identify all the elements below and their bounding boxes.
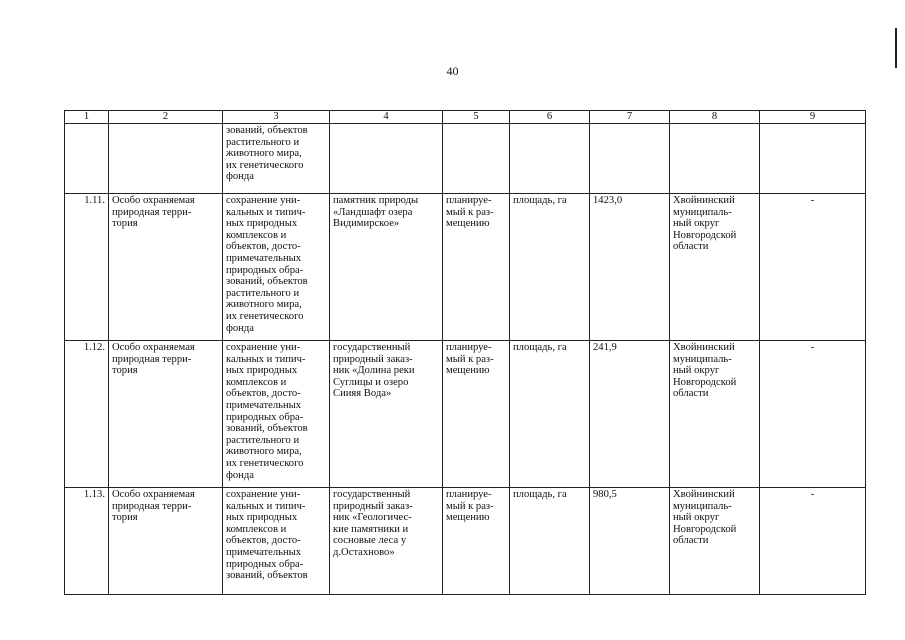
- text-line: 980,5: [593, 489, 617, 500]
- text-line: комплексов и: [226, 376, 287, 388]
- text-line: мещению: [446, 218, 490, 230]
- text-line: растительного и: [226, 287, 300, 299]
- text-line: сохранение уни-: [226, 489, 301, 500]
- text-line: ных природных: [226, 365, 298, 377]
- text-line: 1423,0: [593, 195, 623, 206]
- text-line: Новгородской: [673, 376, 737, 388]
- header-cell: 1: [65, 111, 109, 124]
- text-line: планируе-: [446, 342, 492, 353]
- text-line: кальных и типич-: [226, 353, 306, 365]
- text-line: тория: [112, 218, 138, 230]
- text-line: мещению: [446, 512, 490, 524]
- cell-zone: -: [760, 341, 866, 488]
- text-line: их генетического: [226, 310, 304, 322]
- text-line: сохранение уни-: [226, 342, 301, 353]
- text-line: животного мира,: [226, 446, 302, 458]
- cell-value: [590, 341, 670, 488]
- text-line: природных обра-: [226, 411, 304, 423]
- cell-type: [109, 488, 223, 595]
- text-line: примечательных: [226, 252, 302, 264]
- cell-number: 1.12.: [65, 341, 109, 488]
- header-row: [65, 111, 866, 124]
- header-cell: 5: [443, 111, 510, 124]
- text-line: д.Остахново»: [333, 546, 395, 558]
- text-line: Хвойнинский: [673, 489, 735, 500]
- text-line: растительного и: [226, 136, 300, 148]
- cell-location: [670, 488, 760, 595]
- header-cell: 9: [760, 111, 866, 124]
- text-line: объектов, досто-: [226, 241, 301, 253]
- text-line: Новгородской: [673, 523, 737, 535]
- text-line: их генетического: [226, 159, 304, 171]
- text-line: кие памятники и: [333, 523, 409, 535]
- text-line: природная терри-: [112, 206, 192, 218]
- text-line: природная терри-: [112, 353, 192, 365]
- text-line: кальных и типич-: [226, 500, 306, 512]
- text-line: ный округ: [673, 512, 720, 524]
- cell-empty: [510, 124, 590, 194]
- text-line: объектов, досто-: [226, 388, 301, 400]
- text-line: мый к раз-: [446, 500, 494, 512]
- text-line: зований, объектов: [226, 570, 308, 582]
- text-line: фонда: [226, 171, 254, 183]
- cell-zone: -: [760, 488, 866, 595]
- text-line: Особо охраняемая: [112, 489, 195, 500]
- text-line: государственный: [333, 489, 411, 500]
- header-cell: 6: [510, 111, 590, 124]
- text-line: площадь, га: [513, 489, 567, 500]
- text-line: сохранение уни-: [226, 195, 301, 206]
- text-line: ный округ: [673, 365, 720, 377]
- text-line: комплексов и: [226, 229, 287, 241]
- cell-parameter: [510, 341, 590, 488]
- text-line: муниципаль-: [673, 206, 732, 218]
- text-line: государственный: [333, 342, 411, 353]
- text-line: Новгородской: [673, 229, 737, 241]
- cell-value: [590, 488, 670, 595]
- text-line: тория: [112, 365, 138, 377]
- text-line: природных обра-: [226, 264, 304, 276]
- text-line: области: [673, 388, 709, 400]
- cell-parameter: [510, 488, 590, 595]
- table-row: [65, 488, 866, 595]
- cell-empty: [590, 124, 670, 194]
- text-line: природный заказ-: [333, 500, 413, 512]
- cell-empty: [109, 124, 223, 194]
- text-line: планируе-: [446, 195, 492, 206]
- text-line: Хвойнинский: [673, 342, 735, 353]
- text-line: Суглицы и озеро: [333, 376, 409, 388]
- text-line: «Ландшафт озера: [333, 206, 413, 218]
- text-line: комплексов и: [226, 523, 287, 535]
- text-line: природная терри-: [112, 500, 192, 512]
- cell-object-name: [330, 341, 443, 488]
- text-line: зований, объектов: [226, 423, 308, 435]
- text-line: ник «Долина реки: [333, 365, 415, 377]
- header-cell: 4: [330, 111, 443, 124]
- text-line: Видимирское»: [333, 218, 400, 230]
- cell-status: [443, 194, 510, 341]
- text-line: примечательных: [226, 546, 302, 558]
- table-row-continuation: [65, 124, 866, 194]
- text-line: фонда: [226, 322, 254, 334]
- text-line: Хвойнинский: [673, 195, 735, 206]
- text-line: объектов, досто-: [226, 535, 301, 547]
- table-row: [65, 341, 866, 488]
- header-cell: 8: [670, 111, 760, 124]
- cell-status: [443, 341, 510, 488]
- cell-purpose: [223, 488, 330, 595]
- page-number: 40: [446, 64, 459, 78]
- header-cell: 2: [109, 111, 223, 124]
- text-line: природных обра-: [226, 558, 304, 570]
- text-line: Сиияя Вода»: [333, 388, 392, 400]
- text-line: Особо охраняемая: [112, 342, 195, 353]
- cell-empty: [670, 124, 760, 194]
- cell-value: [590, 194, 670, 341]
- text-line: зований, объектов: [226, 276, 308, 288]
- text-line: ных природных: [226, 218, 298, 230]
- scan-edge-mark: [895, 28, 897, 68]
- text-line: мещению: [446, 365, 490, 377]
- cell-object-name: [330, 194, 443, 341]
- text-line: ный округ: [673, 218, 720, 230]
- cell-number: 1.13.: [65, 488, 109, 595]
- text-line: природный заказ-: [333, 353, 413, 365]
- text-line: примечательных: [226, 399, 302, 411]
- text-line: их генетического: [226, 457, 304, 469]
- header-cell: 7: [590, 111, 670, 124]
- cell-purpose: [223, 124, 330, 194]
- text-line: Особо охраняемая: [112, 195, 195, 206]
- text-line: площадь, га: [513, 195, 567, 206]
- document-table: [64, 110, 866, 595]
- text-line: животного мира,: [226, 148, 302, 160]
- text-line: зований, объектов: [226, 125, 308, 136]
- text-line: кальных и типич-: [226, 206, 306, 218]
- text-line: растительного и: [226, 434, 300, 446]
- text-line: площадь, га: [513, 342, 567, 353]
- text-line: животного мира,: [226, 299, 302, 311]
- cell-empty: [443, 124, 510, 194]
- text-line: муниципаль-: [673, 500, 732, 512]
- cell-empty: [760, 124, 866, 194]
- cell-object-name: [330, 488, 443, 595]
- cell-type: [109, 341, 223, 488]
- cell-empty: [330, 124, 443, 194]
- header-cell: 3: [223, 111, 330, 124]
- text-line: области: [673, 535, 709, 547]
- text-line: ник «Геологичес-: [333, 512, 412, 524]
- text-line: области: [673, 241, 709, 253]
- cell-purpose: [223, 194, 330, 341]
- text-line: мый к раз-: [446, 353, 494, 365]
- text-line: памятник природы: [333, 195, 419, 206]
- text-line: тория: [112, 512, 138, 524]
- text-line: сосновые леса у: [333, 535, 407, 547]
- cell-location: [670, 194, 760, 341]
- text-line: фонда: [226, 469, 254, 481]
- cell-number: 1.11.: [65, 194, 109, 341]
- cell-zone: -: [760, 194, 866, 341]
- cell-empty: [65, 124, 109, 194]
- text-line: мый к раз-: [446, 206, 494, 218]
- text-line: планируе-: [446, 489, 492, 500]
- text-line: ных природных: [226, 512, 298, 524]
- text-line: 241,9: [593, 342, 617, 353]
- text-line: муниципаль-: [673, 353, 732, 365]
- cell-status: [443, 488, 510, 595]
- cell-location: [670, 341, 760, 488]
- cell-parameter: [510, 194, 590, 341]
- table-row: [65, 194, 866, 341]
- cell-purpose: [223, 341, 330, 488]
- cell-type: [109, 194, 223, 341]
